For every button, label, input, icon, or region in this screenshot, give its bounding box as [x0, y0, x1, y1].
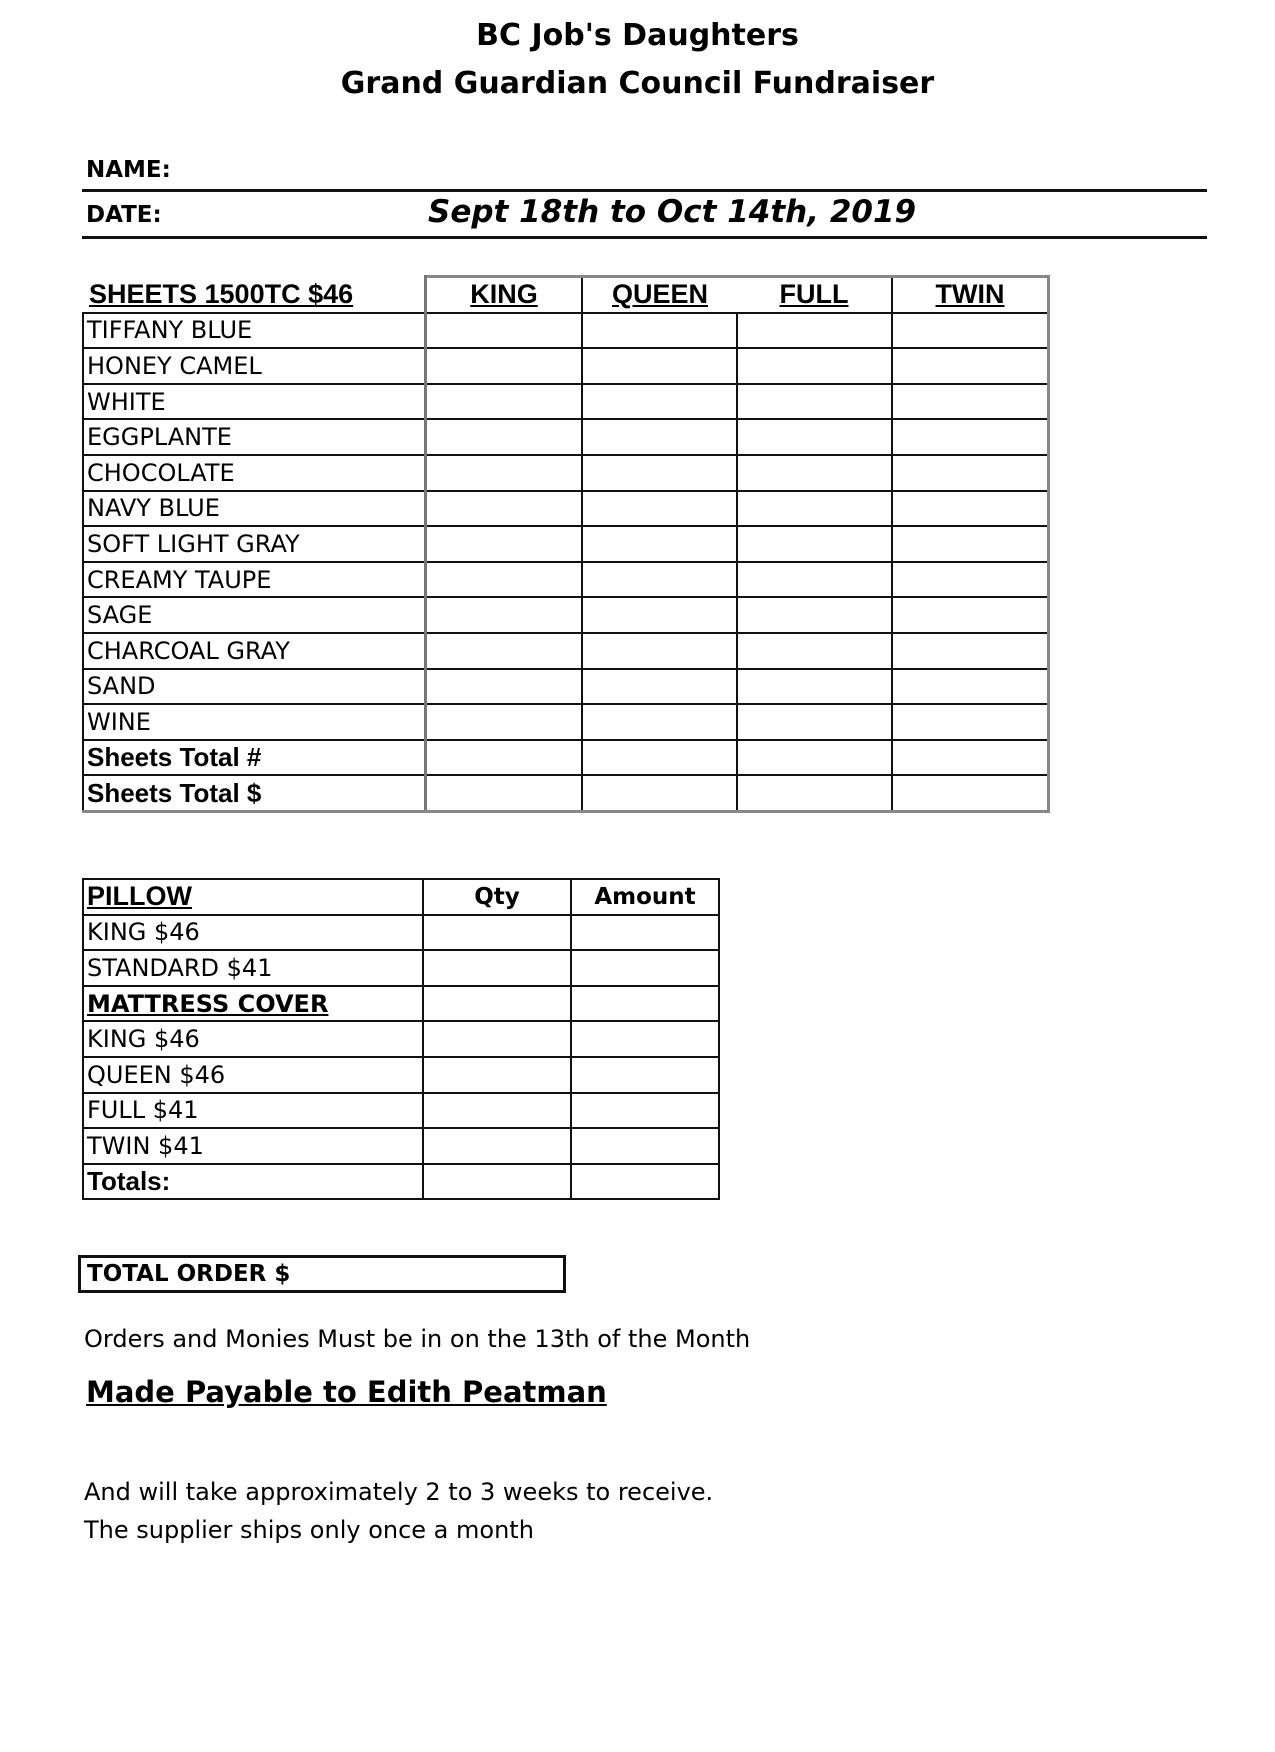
sheet-color-row [83, 491, 1049, 527]
sheet-qty-full-cell[interactable] [737, 669, 892, 705]
item-label: TWIN $41 [83, 1128, 423, 1164]
sheet-color-label: CREAMY TAUPE [83, 562, 426, 598]
sheets-total-amount-label: Sheets Total $ [83, 775, 426, 811]
item-row [83, 1057, 719, 1093]
form-title: BC Job's Daughters [476, 18, 799, 53]
sheets-total-count-row [83, 740, 1049, 776]
sheet-qty-king-cell[interactable] [426, 597, 583, 633]
item-row [83, 1128, 719, 1164]
sheet-qty-full-cell[interactable] [737, 633, 892, 669]
name-label: NAME: [86, 157, 171, 183]
sheet-qty-twin-cell[interactable] [892, 419, 1049, 455]
sheet-color-row [83, 348, 1049, 384]
size-full-header: FULL [737, 277, 892, 313]
item-amount-cell[interactable] [571, 1093, 719, 1129]
item-amount-cell[interactable] [571, 950, 719, 986]
total-count-full-cell[interactable] [737, 740, 892, 776]
sheet-qty-twin-cell[interactable] [892, 669, 1049, 705]
sheet-qty-twin-cell[interactable] [892, 633, 1049, 669]
name-line[interactable] [82, 189, 1207, 192]
sheet-color-label: SAGE [83, 597, 426, 633]
sheet-color-row [83, 633, 1049, 669]
sheet-qty-twin-cell[interactable] [892, 384, 1049, 420]
qty-header: Qty [423, 879, 571, 915]
mattress-heading-amount-cell [571, 986, 719, 1022]
sheet-color-row [83, 419, 1049, 455]
mattress-heading-row [83, 986, 719, 1022]
pillow-totals-row [83, 1164, 719, 1200]
sheet-qty-full-cell[interactable] [737, 704, 892, 740]
sheet-color-row [83, 562, 1049, 598]
sheet-qty-queen-cell[interactable] [582, 562, 737, 598]
sheets-order-table [82, 275, 1050, 813]
pillow-mattress-table [82, 878, 720, 1200]
sheet-qty-queen-cell[interactable] [582, 313, 737, 349]
item-row [83, 950, 719, 986]
sheet-qty-queen-cell[interactable] [582, 384, 737, 420]
sheet-qty-full-cell[interactable] [737, 384, 892, 420]
total-order-label: TOTAL ORDER $ [87, 1261, 291, 1287]
sheet-color-label: CHOCOLATE [83, 455, 426, 491]
sheet-qty-full-cell[interactable] [737, 348, 892, 384]
sheet-color-label: HONEY CAMEL [83, 348, 426, 384]
item-amount-cell[interactable] [571, 1021, 719, 1057]
sheet-qty-twin-cell[interactable] [892, 526, 1049, 562]
sheet-qty-queen-cell[interactable] [582, 633, 737, 669]
item-qty-cell[interactable] [423, 1057, 571, 1093]
sheets-total-count-label: Sheets Total # [83, 740, 426, 776]
total-order-box[interactable] [78, 1255, 566, 1293]
sheets-total-amount-row [83, 775, 1049, 811]
sheet-qty-king-cell[interactable] [426, 633, 583, 669]
item-row [83, 1093, 719, 1129]
item-qty-cell[interactable] [423, 1093, 571, 1129]
size-twin-header: TWIN [892, 277, 1049, 313]
shipping-note: The supplier ships only once a month [84, 1516, 534, 1544]
item-qty-cell[interactable] [423, 915, 571, 951]
sheet-qty-full-cell[interactable] [737, 526, 892, 562]
sheet-qty-king-cell[interactable] [426, 419, 583, 455]
delivery-note: And will take approximately 2 to 3 weeks to receive. [84, 1478, 714, 1506]
sheet-qty-king-cell[interactable] [426, 704, 583, 740]
sheet-qty-twin-cell[interactable] [892, 704, 1049, 740]
sheet-qty-full-cell[interactable] [737, 455, 892, 491]
date-label: DATE: [86, 202, 162, 228]
sheet-color-row [83, 526, 1049, 562]
item-qty-cell[interactable] [423, 950, 571, 986]
sheet-qty-king-cell[interactable] [426, 669, 583, 705]
total-amount-king-cell[interactable] [426, 775, 583, 811]
sheet-color-label: EGGPLANTE [83, 419, 426, 455]
item-qty-cell[interactable] [423, 1128, 571, 1164]
payable-note: Made Payable to Edith Peatman [86, 1375, 607, 1409]
sheet-qty-queen-cell[interactable] [582, 455, 737, 491]
sheet-qty-full-cell[interactable] [737, 313, 892, 349]
sheet-qty-full-cell[interactable] [737, 562, 892, 598]
item-qty-cell[interactable] [423, 1021, 571, 1057]
total-amount-full-cell[interactable] [737, 775, 892, 811]
date-value: Sept 18th to Oct 14th, 2019 [428, 194, 917, 230]
sheet-qty-king-cell[interactable] [426, 384, 583, 420]
size-queen-header: QUEEN [582, 277, 737, 313]
item-amount-cell[interactable] [571, 1057, 719, 1093]
sheet-color-row [83, 704, 1049, 740]
sheet-qty-queen-cell[interactable] [582, 526, 737, 562]
amount-header: Amount [571, 879, 719, 915]
item-label: STANDARD $41 [83, 950, 423, 986]
mattress-heading-qty-cell [423, 986, 571, 1022]
sheet-qty-queen-cell[interactable] [582, 597, 737, 633]
sheet-qty-queen-cell[interactable] [582, 669, 737, 705]
sheet-qty-king-cell[interactable] [426, 491, 583, 527]
sheet-color-row [83, 455, 1049, 491]
sheet-color-label: SAND [83, 669, 426, 705]
sheet-qty-king-cell[interactable] [426, 526, 583, 562]
total-amount-queen-cell[interactable] [582, 775, 737, 811]
sheet-qty-twin-cell[interactable] [892, 597, 1049, 633]
item-row [83, 915, 719, 951]
sheets-header-row [83, 277, 1049, 313]
sheet-qty-queen-cell[interactable] [582, 348, 737, 384]
sheet-color-label: CHARCOAL GRAY [83, 633, 426, 669]
sheet-color-row [83, 597, 1049, 633]
sheet-qty-queen-cell[interactable] [582, 419, 737, 455]
sheet-color-label: WHITE [83, 384, 426, 420]
sheet-qty-queen-cell[interactable] [582, 491, 737, 527]
total-count-king-cell[interactable] [426, 740, 583, 776]
sheet-color-row [83, 669, 1049, 705]
total-count-queen-cell[interactable] [582, 740, 737, 776]
pillow-header-row [83, 879, 719, 915]
sheet-qty-king-cell[interactable] [426, 313, 583, 349]
sheet-color-label: TIFFANY BLUE [83, 313, 426, 349]
item-amount-cell[interactable] [571, 1128, 719, 1164]
sheets-heading: SHEETS 1500TC $46 [83, 277, 426, 313]
sheet-qty-king-cell[interactable] [426, 348, 583, 384]
deadline-note: Orders and Monies Must be in on the 13th of the Month [84, 1325, 751, 1353]
item-label: QUEEN $46 [83, 1057, 423, 1093]
sheet-color-row [83, 384, 1049, 420]
sheet-qty-twin-cell[interactable] [892, 313, 1049, 349]
sheet-color-row [83, 313, 1049, 349]
sheet-color-label: NAVY BLUE [83, 491, 426, 527]
sheet-qty-twin-cell[interactable] [892, 491, 1049, 527]
total-amount-twin-cell[interactable] [892, 775, 1049, 811]
mattress-cover-heading: MATTRESS COVER [83, 986, 423, 1022]
item-label: KING $46 [83, 1021, 423, 1057]
sheet-qty-full-cell[interactable] [737, 491, 892, 527]
sheet-qty-king-cell[interactable] [426, 562, 583, 598]
totals-amount-cell[interactable] [571, 1164, 719, 1200]
item-label: FULL $41 [83, 1093, 423, 1129]
size-king-header: KING [426, 277, 583, 313]
date-line [82, 236, 1207, 239]
pillow-heading: PILLOW [83, 879, 423, 915]
item-amount-cell[interactable] [571, 915, 719, 951]
sheet-qty-king-cell[interactable] [426, 455, 583, 491]
sheet-qty-full-cell[interactable] [737, 597, 892, 633]
sheet-qty-queen-cell[interactable] [582, 704, 737, 740]
item-label: KING $46 [83, 915, 423, 951]
sheet-color-label: WINE [83, 704, 426, 740]
totals-label: Totals: [83, 1164, 423, 1200]
form-subtitle: Grand Guardian Council Fundraiser [340, 66, 935, 101]
sheet-qty-twin-cell[interactable] [892, 348, 1049, 384]
sheet-color-label: SOFT LIGHT GRAY [83, 526, 426, 562]
sheet-qty-twin-cell[interactable] [892, 562, 1049, 598]
total-count-twin-cell[interactable] [892, 740, 1049, 776]
sheet-qty-full-cell[interactable] [737, 419, 892, 455]
totals-qty-cell[interactable] [423, 1164, 571, 1200]
sheet-qty-twin-cell[interactable] [892, 455, 1049, 491]
item-row [83, 1021, 719, 1057]
